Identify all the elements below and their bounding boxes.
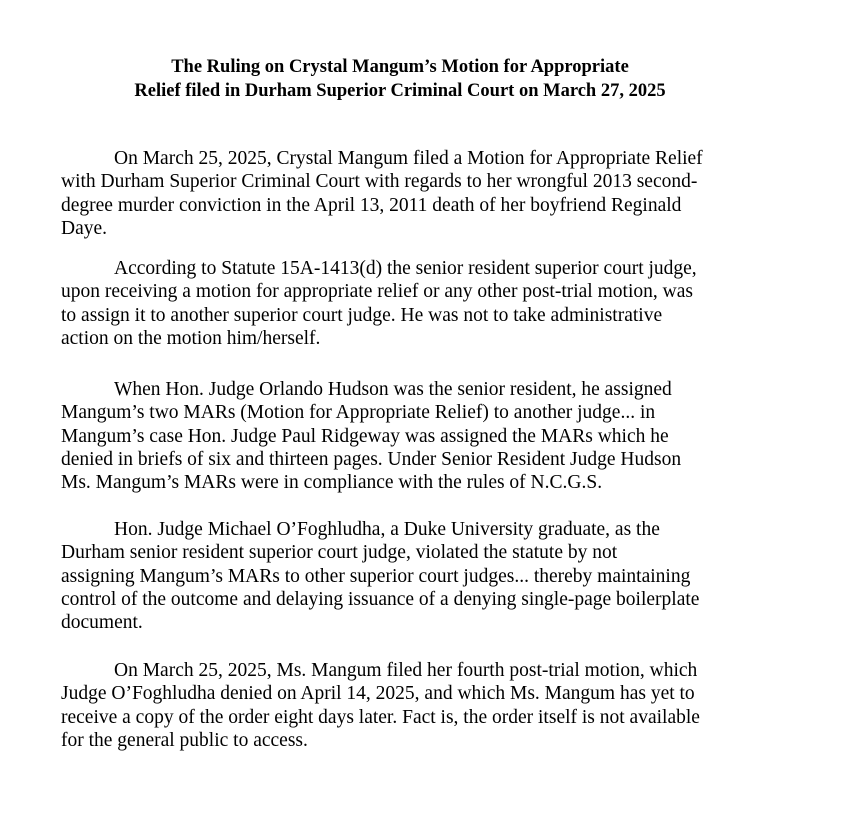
text-line: Mangum’s two MARs (Motion for Appropriate Relief) to another judge... in bbox=[61, 402, 656, 424]
text-line: Judge O’Foghludha denied on April 14, 2025, and which Ms. Mangum has yet to bbox=[61, 683, 695, 705]
text-line: control of the outcome and delaying issuance of a denying single-page boilerplate bbox=[61, 588, 700, 610]
paragraph-ofoghludha bbox=[61, 518, 831, 634]
paragraph-hudson bbox=[61, 378, 831, 494]
text-line: assigning Mangum’s MARs to other superior court judges... thereby maintaining bbox=[61, 565, 691, 587]
text-line: action on the motion him/herself. bbox=[61, 327, 321, 349]
text-line: document. bbox=[61, 612, 143, 634]
text-line: Mangum’s case Hon. Judge Paul Ridgeway was assigned the MARs which he bbox=[61, 425, 669, 447]
text-line: degree murder conviction in the April 13, 2011 death of her boyfriend Reginald bbox=[61, 194, 682, 216]
document-title bbox=[0, 55, 800, 103]
text-line: for the general public to access. bbox=[61, 729, 308, 751]
title-line: Relief filed in Durham Superior Criminal Court on March 27, 2025 bbox=[134, 81, 666, 101]
text-line: upon receiving a motion for appropriate relief or any other post-trial motion, was bbox=[61, 281, 693, 303]
text-line: denied in briefs of six and thirteen pages. Under Senior Resident Judge Hudson bbox=[61, 448, 682, 470]
text-line: On March 25, 2025, Ms. Mangum filed her fourth post-trial motion, which bbox=[114, 660, 698, 681]
text-line: On March 25, 2025, Crystal Mangum filed a Motion for Appropriate Relief bbox=[114, 148, 703, 169]
paragraph-statute bbox=[61, 257, 831, 350]
text-line: receive a copy of the order eight days later. Fact is, the order itself is not available bbox=[61, 706, 700, 728]
text-line: Ms. Mangum’s MARs were in compliance with the rules of N.C.G.S. bbox=[61, 472, 603, 494]
text-line: with Durham Superior Criminal Court with regards to her wrongful 2013 second- bbox=[61, 171, 698, 193]
text-line: According to Statute 15A-1413(d) the senior resident superior court judge, bbox=[114, 258, 697, 279]
text-line: Daye. bbox=[61, 217, 108, 239]
text-line: Hon. Judge Michael O’Foghludha, a Duke University graduate, as the bbox=[114, 519, 660, 540]
text-line: When Hon. Judge Orlando Hudson was the senior resident, he assigned bbox=[114, 379, 672, 400]
text-line: to assign it to another superior court judge. He was not to take administrative bbox=[61, 304, 663, 326]
paragraph-filing bbox=[61, 147, 831, 240]
text-line: Durham senior resident superior court judge, violated the statute by not bbox=[61, 542, 618, 564]
title-line: The Ruling on Crystal Mangum’s Motion for Appropriate bbox=[171, 57, 629, 77]
paragraph-fourth-motion bbox=[61, 659, 831, 752]
